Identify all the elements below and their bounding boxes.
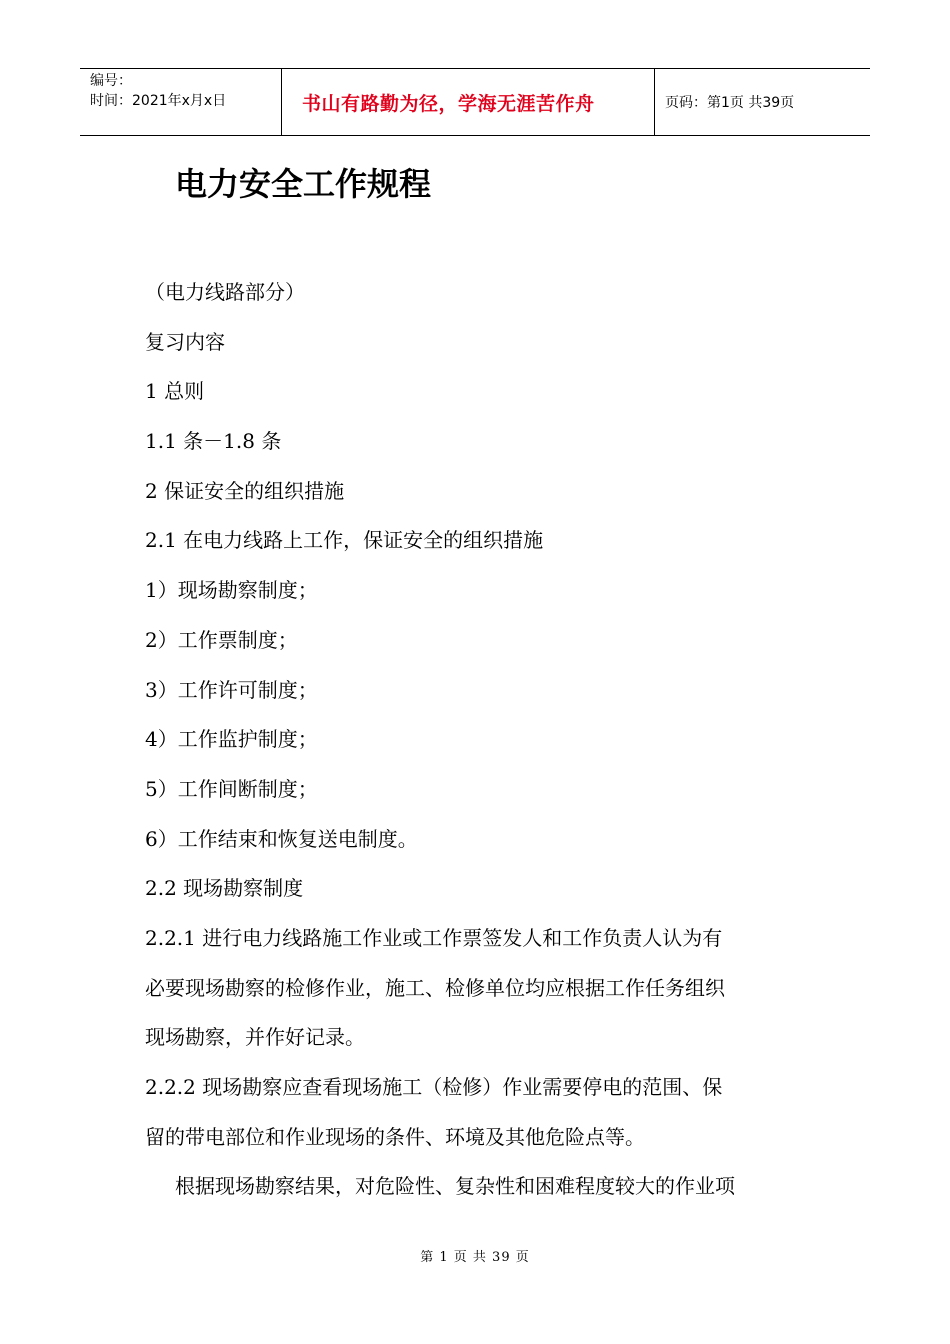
body-line: 6）工作结束和恢复送电制度。 bbox=[145, 826, 418, 851]
body-line: 必要现场勘察的检修作业，施工、检修单位均应根据工作任务组织 bbox=[145, 975, 725, 1000]
header-motto: 书山有路勤为径，学海无涯苦作舟 bbox=[282, 69, 655, 135]
body-line: 5）工作间断制度； bbox=[145, 776, 318, 801]
body-line: 3）工作许可制度； bbox=[145, 677, 318, 702]
header-meta bbox=[80, 69, 282, 135]
page-footer: 第 1 页 共 39 页 bbox=[420, 1250, 530, 1265]
body-line: 2 保证安全的组织措施 bbox=[145, 478, 345, 503]
body-line: 2.2.1 进行电力线路施工作业或工作票签发人和工作负责人认为有 bbox=[145, 925, 723, 950]
body-line: 复习内容 bbox=[145, 329, 225, 354]
body-line: 2）工作票制度； bbox=[145, 627, 298, 652]
page-header bbox=[80, 68, 870, 136]
document-body bbox=[145, 268, 815, 1212]
body-line: 2.2.2 现场勘察应查看现场施工（检修）作业需要停电的范围、保 bbox=[145, 1075, 723, 1099]
body-line: 根据现场勘察结果，对危险性、复杂性和困难程度较大的作业项 bbox=[175, 1174, 735, 1199]
body-line: （电力线路部分） bbox=[145, 280, 305, 304]
body-line: 留的带电部位和作业现场的条件、环境及其他危险点等。 bbox=[145, 1124, 645, 1149]
body-line: 1.1 条－1.8 条 bbox=[145, 429, 282, 454]
number-label: 编号： bbox=[90, 73, 132, 89]
body-line: 现场勘察，并作好记录。 bbox=[145, 1025, 365, 1050]
document-title: 电力安全工作规程 bbox=[175, 165, 432, 203]
body-line: 4）工作监护制度； bbox=[145, 727, 318, 752]
body-line: 2.1 在电力线路上工作，保证安全的组织措施 bbox=[145, 528, 544, 553]
body-line: 1 总则 bbox=[145, 379, 205, 404]
header-page-info: 页码：第1页 共39页 bbox=[665, 95, 795, 111]
body-line: 1）现场勘察制度； bbox=[145, 578, 318, 603]
body-line: 2.2 现场勘察制度 bbox=[145, 876, 304, 901]
date-label: 时间：2021年x月x日 bbox=[90, 93, 227, 109]
